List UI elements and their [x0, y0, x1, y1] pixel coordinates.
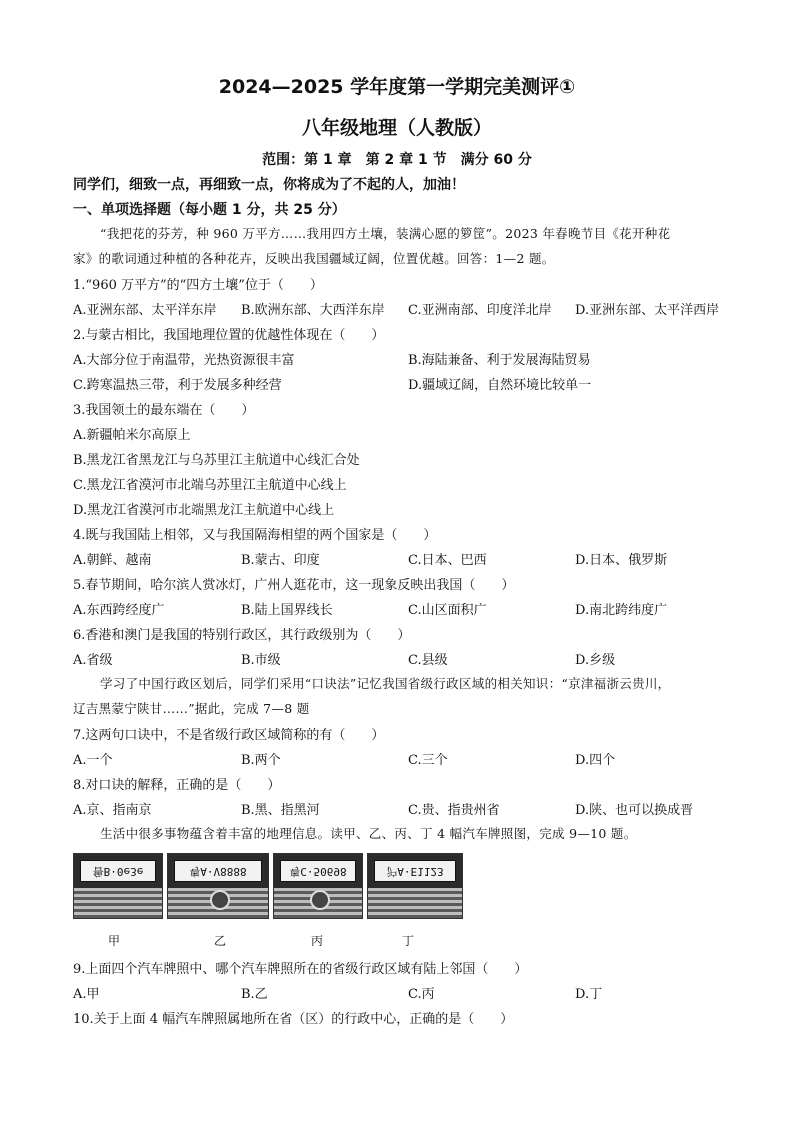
- question-2-option-b[interactable]: B.海陆兼备、利于发展海陆贸易: [408, 353, 591, 368]
- plate-number-ding: 沪A·E1123: [374, 860, 456, 882]
- license-plate-photo-ding: [367, 853, 463, 919]
- intro-paragraph-1-line-2: 家》的歌词通过种植的各种花卉，反映出我国疆域辽阔，位置优越。回答：1—2 题。: [73, 251, 555, 266]
- intro-paragraph-1-line-1: “我把花的芬芳，种 960 万平方……我用四方土壤，装满心愿的箩筐”。2023 年春晚节目《花开种花: [100, 226, 671, 241]
- car-grille-icon: [368, 888, 462, 918]
- question-3-option-c[interactable]: C.黑龙江省漠河市北端乌苏里江主航道中心线上: [73, 478, 347, 493]
- question-6-option-d[interactable]: D.乡级: [575, 653, 616, 668]
- question-9-option-c[interactable]: C.丙: [408, 987, 435, 1002]
- question-9-option-b[interactable]: B.乙: [241, 987, 268, 1002]
- exam-scope: 范围：第 1 章 第 2 章 1 节 满分 60 分: [262, 152, 532, 168]
- question-2-option-a[interactable]: A.大部分位于南温带，光热资源很丰富: [73, 353, 295, 368]
- question-1-option-c[interactable]: C.亚洲南部、印度洋北岸: [408, 303, 552, 318]
- question-4-option-a[interactable]: A.朝鲜、越南: [73, 553, 152, 568]
- question-1-option-d[interactable]: D.亚洲东部、太平洋西岸: [575, 303, 720, 318]
- plate-label-ding: 丁: [402, 934, 415, 948]
- question-1-option-b[interactable]: B.欧洲东部、大西洋东岸: [241, 303, 385, 318]
- question-3-stem: 3.我国领土的最东端在（ ）: [73, 403, 255, 418]
- question-6-option-a[interactable]: A.省级: [73, 653, 113, 668]
- question-2-stem: 2.与蒙古相比，我国地理位置的优越性体现在（ ）: [73, 328, 385, 343]
- question-4-option-b[interactable]: B.蒙古、印度: [241, 553, 320, 568]
- question-1-option-a[interactable]: A.亚洲东部、太平洋东岸: [73, 303, 217, 318]
- question-1-stem: 1.“960 万平方”的“四方土壤”位于（ ）: [73, 278, 323, 293]
- car-badge-icon: [310, 890, 330, 910]
- question-4-option-c[interactable]: C.日本、巴西: [408, 553, 487, 568]
- question-6-option-c[interactable]: C.县级: [408, 653, 448, 668]
- plate-label-bing: 丙: [311, 934, 324, 948]
- license-plate-photos: [73, 853, 473, 921]
- question-7-option-d[interactable]: D.四个: [575, 753, 616, 768]
- intro-paragraph-3: 生活中很多事物蕴含着丰富的地理信息。读甲、乙、丙、丁 4 幅汽车牌照图，完成 9—10 题。: [100, 826, 637, 841]
- question-2-option-c[interactable]: C.跨寒温热三带，利于发展多种经营: [73, 378, 282, 393]
- question-8-option-a[interactable]: A.京、指南京: [73, 803, 152, 818]
- question-5-option-c[interactable]: C.山区面积广: [408, 603, 487, 618]
- question-7-stem: 7.这两句口诀中，不是省级行政区域简称的有（ ）: [73, 728, 385, 743]
- question-5-option-b[interactable]: B.陆上国界线长: [241, 603, 333, 618]
- license-plate-photo-jia: [73, 853, 163, 919]
- question-4-option-d[interactable]: D.日本、俄罗斯: [575, 553, 668, 568]
- question-7-option-b[interactable]: B.两个: [241, 753, 281, 768]
- car-grille-icon: [74, 888, 162, 918]
- question-6-stem: 6.香港和澳门是我国的特别行政区，其行政级别为（ ）: [73, 628, 411, 643]
- license-plate-photo-bing: [273, 853, 363, 919]
- question-5-option-a[interactable]: A.东西跨经度广: [73, 603, 165, 618]
- question-10-stem: 10.关于上面 4 幅汽车牌照属地所在省（区）的行政中心，正确的是（ ）: [73, 1012, 514, 1027]
- encouragement-text: 同学们，细致一点，再细致一点，你将成为了不起的人，加油！: [73, 177, 465, 193]
- question-5-stem: 5.春节期间，哈尔滨人赏冰灯，广州人逛花市，这一现象反映出我国（ ）: [73, 578, 515, 593]
- question-7-option-c[interactable]: C.三个: [408, 753, 448, 768]
- question-9-option-d[interactable]: D.丁: [575, 987, 603, 1002]
- question-9-option-a[interactable]: A.甲: [73, 987, 100, 1002]
- plate-label-jia: 甲: [108, 934, 121, 948]
- intro-paragraph-2-line-2: 辽吉黑蒙宁陕甘……”据此，完成 7—8 题: [73, 701, 310, 716]
- plate-number-jia: 鲁B·0e3e: [80, 860, 156, 882]
- question-4-stem: 4.既与我国陆上相邻，又与我国隔海相望的两个国家是（ ）: [73, 528, 437, 543]
- intro-paragraph-2-line-1: 学习了中国行政区划后，同学们采用“口诀法”记忆我国省级行政区域的相关知识：“京津福浙云贵川，: [100, 676, 671, 691]
- question-9-stem: 9.上面四个汽车牌照中、哪个汽车牌照所在的省级行政区域有陆上邻国（ ）: [73, 962, 528, 977]
- question-8-option-b[interactable]: B.黑、指黑河: [241, 803, 320, 818]
- question-5-option-d[interactable]: D.南北跨纬度广: [575, 603, 668, 618]
- question-7-option-a[interactable]: A.一个: [73, 753, 113, 768]
- plate-label-yi: 乙: [214, 934, 227, 948]
- plate-number-yi: 粤A·V8888: [174, 860, 262, 882]
- exam-title: 2024—2025 学年度第一学期完美测评①: [218, 76, 576, 98]
- question-8-option-d[interactable]: D.陕、也可以换成晋: [575, 803, 694, 818]
- exam-subtitle: 八年级地理（人教版）: [301, 117, 492, 139]
- question-6-option-b[interactable]: B.市级: [241, 653, 281, 668]
- question-3-option-a[interactable]: A.新疆帕米尔高原上: [73, 428, 191, 443]
- question-3-option-d[interactable]: D.黑龙江省漠河市北端黑龙江主航道中心线上: [73, 503, 335, 518]
- section-title: 一、单项选择题（每小题 1 分，共 25 分）: [73, 202, 346, 218]
- plate-number-bing: 粤C·50698: [280, 860, 356, 882]
- car-badge-icon: [210, 890, 230, 910]
- question-8-stem: 8.对口诀的解释，正确的是（ ）: [73, 778, 281, 793]
- question-3-option-b[interactable]: B.黑龙江省黑龙江与乌苏里江主航道中心线汇合处: [73, 453, 360, 468]
- question-2-option-d[interactable]: D.疆域辽阔，自然环境比较单一: [408, 378, 592, 393]
- question-8-option-c[interactable]: C.贵、指贵州省: [408, 803, 500, 818]
- license-plate-photo-yi: [167, 853, 269, 919]
